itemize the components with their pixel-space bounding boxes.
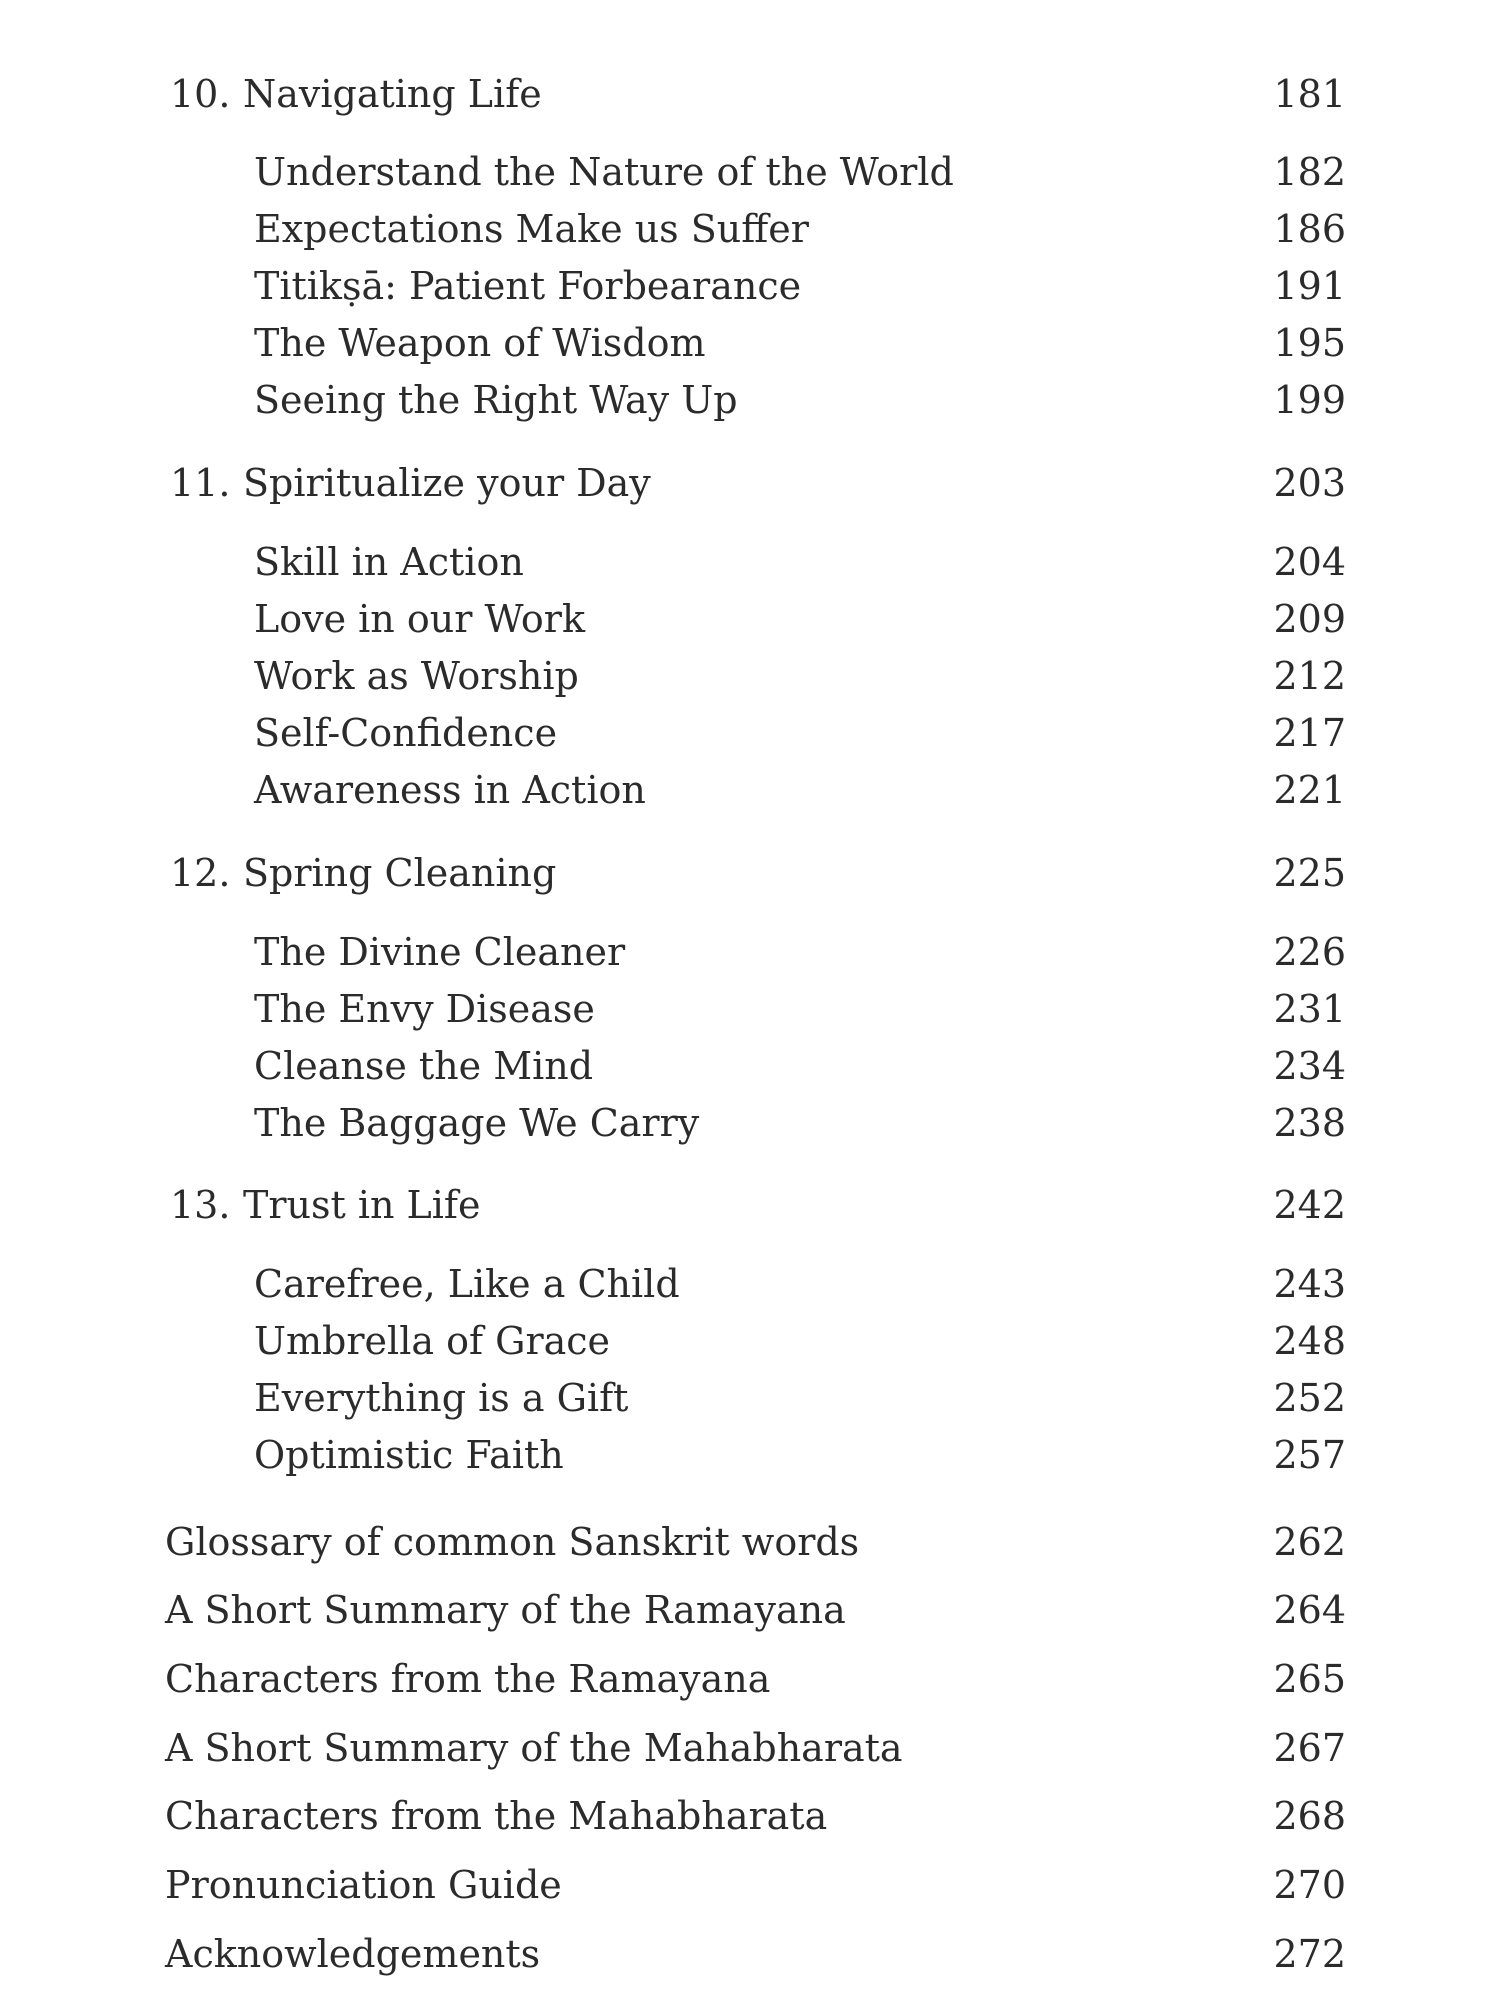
section-entry <box>0 760 1500 820</box>
section-title: The Weapon of Wisdom <box>254 321 706 365</box>
section-entry <box>0 1368 1500 1428</box>
page-number: 181 <box>1273 72 1346 116</box>
page-number: 182 <box>1273 150 1346 194</box>
section-entry <box>0 1036 1500 1096</box>
page-number: 221 <box>1273 768 1346 812</box>
back-matter-entry <box>0 1786 1500 1846</box>
section-entry <box>0 589 1500 649</box>
section-entry <box>0 1425 1500 1485</box>
page-number: 257 <box>1273 1433 1346 1477</box>
section-entry <box>0 370 1500 430</box>
page-number: 242 <box>1273 1183 1346 1227</box>
page-number: 248 <box>1273 1319 1346 1363</box>
back-matter-title: A Short Summary of the Mahabharata <box>165 1726 903 1770</box>
section-title: Optimistic Faith <box>254 1433 564 1477</box>
section-title: The Baggage We Carry <box>254 1101 700 1145</box>
section-entry <box>0 979 1500 1039</box>
section-entry <box>0 646 1500 706</box>
section-entry <box>0 1254 1500 1314</box>
section-entry <box>0 922 1500 982</box>
chapter-title: Spring Cleaning <box>243 851 557 895</box>
section-title: Umbrella of Grace <box>254 1319 611 1363</box>
chapter-entry <box>0 1175 1500 1235</box>
page-number: 252 <box>1273 1376 1346 1420</box>
chapter-entry <box>0 64 1500 124</box>
page-number: 209 <box>1273 597 1346 641</box>
chapter-title: Navigating Life <box>243 72 542 116</box>
page-number: 186 <box>1273 207 1346 251</box>
section-title: Carefree, Like a Child <box>254 1262 680 1306</box>
section-title: Expectations Make us Suffer <box>254 207 809 251</box>
section-title: Cleanse the Mind <box>254 1044 594 1088</box>
back-matter-title: Pronunciation Guide <box>165 1863 562 1907</box>
page-number: 262 <box>1273 1520 1346 1564</box>
chapter-title: Spiritualize your Day <box>243 461 651 505</box>
page-number: 225 <box>1273 851 1346 895</box>
chapter-number: 10. <box>170 72 231 116</box>
section-entry <box>0 313 1500 373</box>
back-matter-title: Characters from the Ramayana <box>165 1657 771 1701</box>
back-matter-entry <box>0 1649 1500 1709</box>
section-entry <box>0 256 1500 316</box>
section-entry <box>0 1311 1500 1371</box>
page-number: 267 <box>1273 1726 1346 1770</box>
page-number: 226 <box>1273 930 1346 974</box>
section-title: Self-Confidence <box>254 711 558 755</box>
chapter-number: 12. <box>170 851 231 895</box>
page-number: 212 <box>1273 654 1346 698</box>
section-title: Everything is a Gift <box>254 1376 629 1420</box>
chapter-number: 13. <box>170 1183 231 1227</box>
back-matter-title: Characters from the Mahabharata <box>165 1794 828 1838</box>
section-entry <box>0 1093 1500 1153</box>
page-number: 234 <box>1273 1044 1346 1088</box>
section-title: The Divine Cleaner <box>254 930 626 974</box>
page-number: 217 <box>1273 711 1346 755</box>
section-title: Understand the Nature of the World <box>254 150 954 194</box>
page-number: 199 <box>1273 378 1346 422</box>
chapter-entry <box>0 843 1500 903</box>
section-title: Skill in Action <box>254 540 524 584</box>
page-number: 272 <box>1273 1932 1346 1976</box>
section-entry <box>0 703 1500 763</box>
page-number: 204 <box>1273 540 1346 584</box>
back-matter-entry <box>0 1580 1500 1640</box>
page-number: 243 <box>1273 1262 1346 1306</box>
page-number: 270 <box>1273 1863 1346 1907</box>
back-matter-entry <box>0 1924 1500 1984</box>
section-title: Work as Worship <box>254 654 579 698</box>
page-number: 265 <box>1273 1657 1346 1701</box>
section-title: Titikṣā: Patient Forbearance <box>254 264 802 308</box>
section-title: Love in our Work <box>254 597 585 641</box>
page-number: 238 <box>1273 1101 1346 1145</box>
page-number: 264 <box>1273 1588 1346 1632</box>
back-matter-title: Glossary of common Sanskrit words <box>165 1520 860 1564</box>
page-number: 231 <box>1273 987 1346 1031</box>
back-matter-entry <box>0 1512 1500 1572</box>
section-entry <box>0 532 1500 592</box>
page-number: 191 <box>1273 264 1346 308</box>
page-number: 195 <box>1273 321 1346 365</box>
section-entry <box>0 142 1500 202</box>
chapter-number: 11. <box>170 461 231 505</box>
section-title: Seeing the Right Way Up <box>254 378 738 422</box>
back-matter-entry <box>0 1855 1500 1915</box>
back-matter-entry <box>0 1718 1500 1778</box>
page-number: 203 <box>1273 461 1346 505</box>
back-matter-title: A Short Summary of the Ramayana <box>165 1588 846 1632</box>
back-matter-title: Acknowledgements <box>165 1932 541 1976</box>
section-title: Awareness in Action <box>254 768 646 812</box>
section-title: The Envy Disease <box>254 987 595 1031</box>
chapter-entry <box>0 453 1500 513</box>
section-entry <box>0 199 1500 259</box>
chapter-title: Trust in Life <box>243 1183 481 1227</box>
page-number: 268 <box>1273 1794 1346 1838</box>
